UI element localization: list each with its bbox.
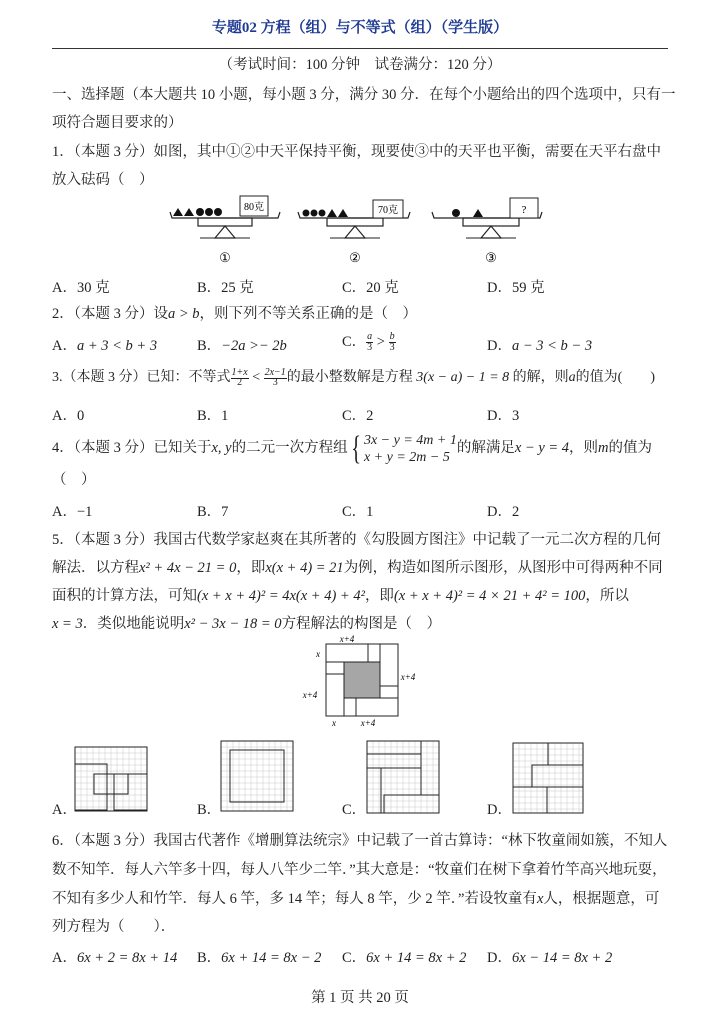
q2-c-den1: 3 [367, 342, 373, 354]
q1-options [52, 276, 668, 296]
circle-weight [214, 208, 222, 216]
q2-option-b-letter: B． [197, 338, 222, 354]
weight-label-unknown: ? [521, 204, 527, 216]
q6-option-a[interactable] [52, 946, 177, 967]
q1-option-b[interactable]: B．25 克 [197, 280, 254, 296]
title-divider [52, 48, 668, 49]
q5-l4-eq: x = 3 [52, 616, 83, 632]
q6-l3-var: x [536, 891, 544, 907]
q3-options [52, 404, 668, 424]
q6-option-b[interactable] [197, 946, 321, 967]
q2-option-b[interactable] [197, 334, 287, 355]
q6-option-d[interactable] [487, 946, 612, 967]
q1-option-a[interactable]: A．30 克 [52, 280, 110, 296]
q6-stem-line4: 列方程为（ ）． [52, 919, 176, 935]
q5-stem-line3 [52, 586, 668, 606]
circle-weight [196, 208, 204, 216]
q3-frac1-den: 2 [237, 377, 243, 388]
q5-stem-line4 [52, 614, 668, 634]
q4-option-d[interactable]: D．2 [487, 504, 520, 520]
q2-condition: a > b [168, 306, 200, 322]
q4-option-a[interactable]: A．−1 [52, 504, 93, 520]
scale-2 [298, 200, 410, 265]
q4-stem-a: 4．（本题 3 分）已知关于 [52, 440, 212, 456]
q5-stem-line1: 5．（本题 3 分）我国古代数学家赵爽在其所著的《勾股圆方图注》中记载了一元二次方程的几何 [52, 532, 661, 548]
q1-stem-line2: 放入砝码（ ） [52, 172, 154, 188]
q3-stem-c: 的解，则 [512, 370, 569, 386]
fig-label-right: x+4 [400, 672, 416, 682]
page-footer: 第 1 页 共 20 页 [311, 990, 409, 1006]
q2-option-c-letter: C． [342, 334, 367, 350]
q2-c-den2: 3 [389, 342, 395, 354]
q6-option-b-text: 6x + 14 = 8x − 2 [221, 950, 322, 966]
q2-c-num1: a [367, 331, 373, 343]
q2-stem [52, 304, 668, 324]
q1-option-c[interactable]: C．20 克 [342, 280, 399, 296]
q5-l3-eq1: (x + x + 4)² = 4x(x + 4) + 4² [197, 588, 365, 604]
q6-option-a-text: 6x + 2 = 8x + 14 [76, 950, 178, 966]
circle-weight [319, 210, 326, 217]
q3-option-d[interactable]: D．3 [487, 408, 520, 424]
q6-l3-a: 不知有多少人和竹竿．每人 6 竿，多 14 竿；每人 8 竿，少 2 竿．”若设牧童有 [52, 891, 537, 907]
q2-option-a-letter: A． [52, 338, 77, 354]
q5-l2-a: 解法．以方程 [52, 560, 139, 576]
q4-vars: x, y [211, 440, 232, 456]
page-title: 专题02 方程（组）与不等式（组）（学生版） [211, 20, 509, 36]
q3-option-c[interactable]: C．2 [342, 408, 374, 424]
q5-l4-eq2: x² − 3x − 18 = 0 [184, 616, 282, 632]
q6-option-d-text: 6x − 14 = 8x + 2 [511, 950, 613, 966]
q3-equation: 3(x − a) − 1 = 8 [416, 370, 510, 386]
q6-option-c-text: 6x + 14 = 8x + 2 [366, 950, 467, 966]
q4-options [52, 500, 668, 520]
q4-stem-c: 的解满足 [456, 440, 515, 456]
q5-stem-line2 [52, 558, 668, 578]
triangle-weight [338, 209, 348, 217]
q2-option-a-text: a + 3 < b + 3 [76, 338, 158, 354]
q4-var: m [598, 440, 609, 456]
q5-option-d[interactable]: D． [487, 802, 512, 818]
q2-option-d[interactable] [487, 334, 592, 355]
q5-l2-c: 为例，构造如图所示图形，从图形中可得两种不同 [343, 560, 663, 576]
exam-info: （考试时间：100 分钟 试卷满分：120 分） [218, 57, 502, 73]
q5-option-c[interactable]: C． [342, 802, 367, 818]
triangle-weight [473, 209, 483, 217]
q3-stem-a: 3.（本题 3 分）已知：不等式 [52, 370, 231, 386]
fig-label-left-top: x [316, 649, 320, 659]
q4-eq2: x + y = 2m − 5 [363, 449, 450, 465]
q6-stem-line2: 数不知竿．每人六竿多十四，每人八竿少二竿．”其大意是：“牧童们在树下拿着竹竿高兴地玩耍， [52, 862, 667, 878]
weight-label-80: 80克 [244, 202, 264, 213]
q5-l3-a: 面积的计算方法，可知 [52, 588, 197, 604]
q3-frac2-den: 3 [272, 377, 278, 388]
q6-options [52, 946, 668, 966]
q2-option-a[interactable] [52, 334, 157, 355]
q5-l2-eq2: x(x + 4) = 21 [265, 560, 344, 576]
q3-stem [52, 368, 668, 388]
zhao-shuang-figure [296, 632, 422, 730]
q2-stem-a: 2．（本题 3 分）设 [52, 306, 168, 322]
q4-stem [52, 430, 668, 466]
q6-option-c[interactable] [342, 946, 466, 967]
q5-l2-b: ，即 [236, 560, 266, 576]
q3-stem-d: 的值为( ) [575, 370, 655, 386]
circle-weight [452, 209, 460, 217]
q6-option-c-letter: C． [342, 950, 367, 966]
q2-c-num2: b [389, 331, 395, 343]
q3-var: a [568, 370, 576, 386]
q3-frac2-num: 2x−1 [264, 367, 286, 378]
scale-label-3: ③ [485, 250, 497, 265]
q3-stem-b: 的最小整数解是方程 [286, 370, 413, 386]
q5-options [52, 798, 668, 818]
q4-system [364, 432, 457, 466]
q6-option-a-letter: A． [52, 950, 77, 966]
q4-stem-b: 的二元一次方程组 [231, 440, 348, 456]
circle-weight [205, 208, 213, 216]
q3-lt: < [252, 370, 261, 386]
q2-options [52, 331, 668, 356]
weight-label-70: 70克 [378, 205, 398, 216]
fig-label-bottom-left: x [332, 718, 336, 728]
q5-l3-eq2: (x + x + 4)² = 4 × 21 + 4² = 100 [393, 588, 586, 604]
scale-1 [170, 196, 280, 265]
q5-option-a[interactable]: A． [52, 802, 77, 818]
q2-option-c[interactable]: C． $\frac{a}{3}$ > $\frac{b}{3}$ [342, 331, 395, 354]
q2-option-b-text: −2a >− 2b [221, 338, 287, 354]
q5-l2-eq1: x² + 4x − 21 = 0 [139, 560, 237, 576]
q5-l3-c: ，所以 [585, 588, 629, 604]
q5-l3-b: ，即 [364, 588, 394, 604]
q6-l3-b: 人，根据题意，可 [543, 891, 660, 907]
q5-l4-b: 方程解法的构图是（ ） [281, 616, 442, 632]
q4-option-b[interactable]: B．7 [197, 504, 229, 520]
q6-option-d-letter: D． [487, 950, 512, 966]
q2-stem-c: ，则下列不等关系正确的是（ ） [199, 306, 418, 322]
q3-frac1-num: 1+x [231, 367, 248, 378]
q2-option-d-letter: D． [487, 338, 512, 354]
q4-stem-e: 的值为 [608, 440, 653, 456]
q1-stem-line1: 1．（本题 3 分）如图，其中①②中天平保持平衡，现要使③中的天平也平衡，需要在天平右盘中 [52, 144, 661, 160]
q5-l4-a: ．类似地能说明 [82, 616, 185, 632]
triangle-weight [327, 209, 337, 217]
triangle-weight [184, 208, 194, 216]
q4-option-c[interactable]: C．1 [342, 504, 374, 520]
q4-stem-line2: （ ） [52, 472, 96, 488]
fig-label-left-bottom: x+4 [302, 690, 318, 700]
center-square [344, 662, 380, 698]
q1-option-d[interactable]: D．59 克 [487, 280, 545, 296]
q4-condition: x − y = 4 [514, 440, 570, 456]
q5-option-b[interactable]: B． [197, 802, 222, 818]
q3-option-a[interactable]: A．0 [52, 408, 85, 424]
circle-weight [303, 210, 310, 217]
balance-scales-figure [160, 188, 560, 268]
section-heading-line1: 一、选择题（本大题共 10 小题，每小题 3 分，满分 30 分．在每个小题给出的四个选项中，只有一 [52, 87, 676, 103]
triangle-weight [173, 208, 183, 216]
scale-label-2: ② [349, 250, 361, 265]
q6-option-b-letter: B． [197, 950, 222, 966]
circle-weight [311, 210, 318, 217]
q2-option-d-text: a − 3 < b − 3 [511, 338, 593, 354]
q4-stem-d: ，则 [569, 440, 599, 456]
q4-brace: { [350, 429, 361, 467]
q6-stem-line1: 6．（本题 3 分）我国古代著作《增删算法统宗》中记载了一首古算诗：“林下牧童闹如簇，不知人 [52, 833, 668, 849]
section-heading-line2: 项符合题目要求的） [52, 115, 183, 131]
fig-label-top: x+4 [339, 634, 355, 644]
fig-label-bottom-right: x+4 [360, 718, 376, 728]
scale-3 [432, 198, 542, 265]
q4-eq1: 3x − y = 4m + 1 [363, 432, 457, 448]
q3-option-b[interactable]: B．1 [197, 408, 229, 424]
q6-stem-line3 [52, 889, 668, 909]
scale-label-1: ① [219, 250, 231, 265]
